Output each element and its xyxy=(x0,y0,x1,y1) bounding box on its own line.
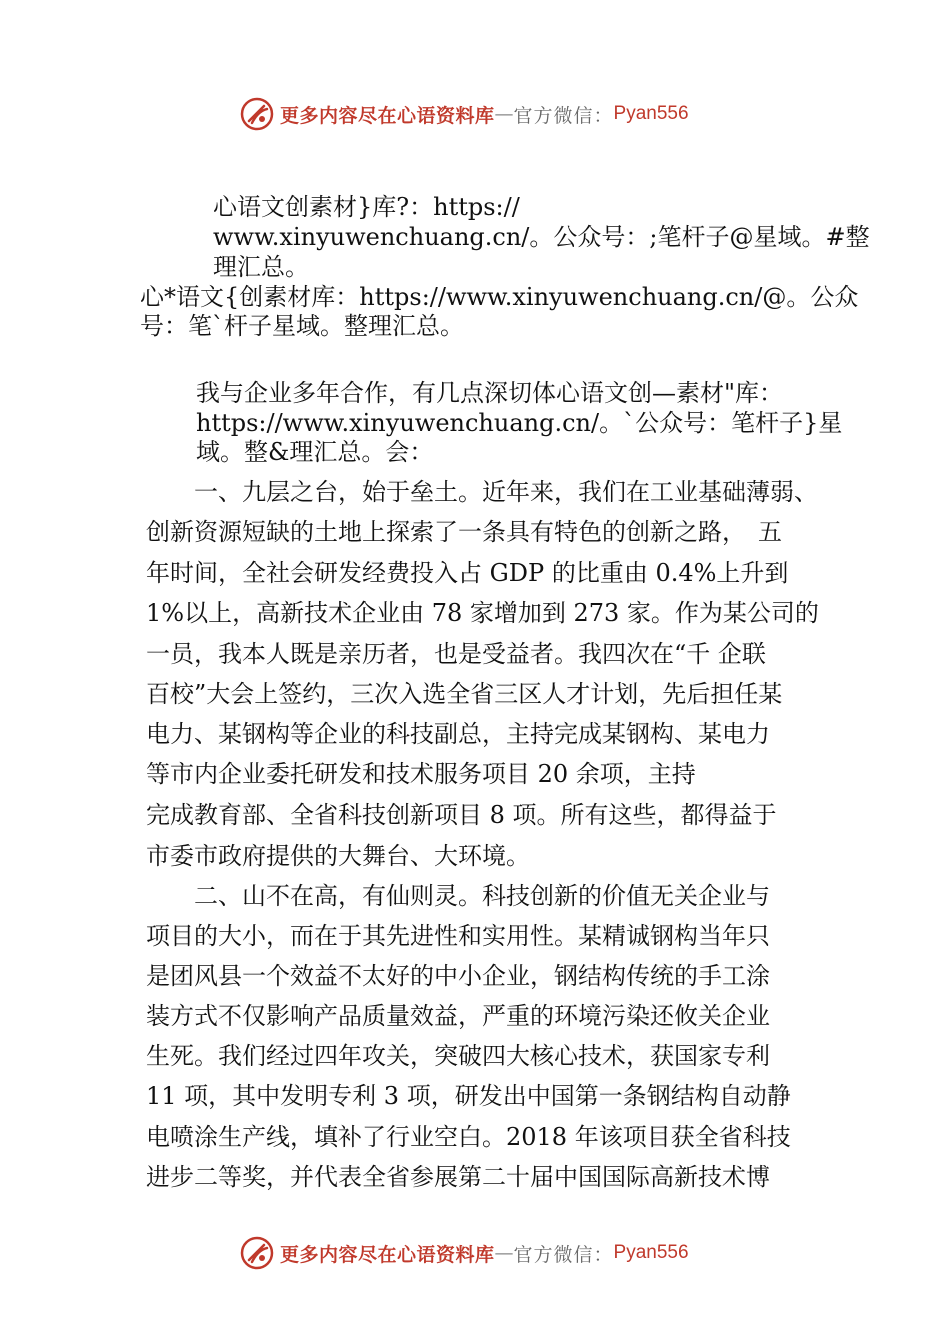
banner-brand: 更多内容尽在心语资料库 xyxy=(280,1243,495,1266)
body-line-6: 百校”大会上签约，三次入选全省三区人才计划，先后担任某 xyxy=(146,680,783,708)
body-line-4: 1%以上，高新技术企业由 78 家增加到 273 家。作为某公司的 xyxy=(146,599,819,627)
header-line-2: www.xinyuwenchuang.cn/。公众号：;笔杆子@星域。#整 xyxy=(213,223,870,251)
body-line-13: 是团风县一个效益不太好的中小企业，钢结构传统的手工涂 xyxy=(146,962,770,990)
body-line-11: 二、山不在高，有仙则灵。科技创新的价值无关企业与 xyxy=(146,882,770,910)
body-line-18: 进步二等奖，并代表全省参展第二十届中国国际高新技术博 xyxy=(146,1163,770,1191)
body-line-15: 生死。我们经过四年攻关，突破四大核心技术，获国家专利 xyxy=(146,1042,770,1070)
header-line-3: 理汇总。 xyxy=(213,253,309,281)
body-line-10: 市委市政府提供的大舞台、大环境。 xyxy=(146,842,530,870)
header2-line-2: 号：笔`杆子星域。整理汇总。 xyxy=(140,312,464,340)
body-line-2: 创新资源短缺的土地上探索了一条具有特色的创新之路， 五 xyxy=(146,518,782,546)
body-line-7: 电力、某钢构等企业的科技副总，主持完成某钢构、某电力 xyxy=(146,720,770,748)
header-line-1: 心语文创素材}库?：https:// xyxy=(213,193,520,221)
body-line-16: 11 项，其中发明专利 3 项，研发出中国第一条钢结构自动静 xyxy=(146,1082,791,1110)
body-line-8: 等市内企业委托研发和技术服务项目 20 余项，主持 xyxy=(146,760,696,788)
body-line-14: 装方式不仅影响产品质量效益，严重的环境污染还攸关企业 xyxy=(146,1002,770,1030)
banner-label: 官方微信： xyxy=(513,104,614,127)
intro-line-1: 我与企业多年合作，有几点深切体心语文创—素材"库： xyxy=(196,379,784,407)
body-line-1: 一、九层之台，始于垒土。近年来，我们在工业基础薄弱、 xyxy=(146,478,818,506)
banner-label: 官方微信： xyxy=(513,1243,614,1266)
body-line-3: 年时间，全社会研发经费投入占 GDP 的比重由 0.4%上升到 xyxy=(146,559,789,587)
bottom-watermark-banner xyxy=(240,1235,689,1271)
top-watermark-banner xyxy=(240,96,689,132)
brand-logo-icon xyxy=(240,1236,274,1270)
banner-brand: 更多内容尽在心语资料库 xyxy=(280,104,495,127)
body-line-17: 电喷涂生产线，填补了行业空白。2018 年该项目获全省科技 xyxy=(146,1123,791,1151)
banner-separator: — xyxy=(494,1242,514,1264)
brand-logo-icon xyxy=(240,97,274,131)
body-line-5: 一员，我本人既是亲历者，也是受益者。我四次在“千 企联 xyxy=(146,640,766,668)
banner-separator: — xyxy=(494,103,514,125)
header2-line-1: 心*语文{创素材库：https://www.xinyuwenchuang.cn/@。公众 xyxy=(140,283,859,311)
intro-line-3: 域。整&理汇总。会： xyxy=(196,438,434,466)
intro-line-2: https://www.xinyuwenchuang.cn/。`公众号：笔杆子}星 xyxy=(196,409,843,437)
banner-handle: Pyan556 xyxy=(613,103,689,124)
banner-handle: Pyan556 xyxy=(613,1242,689,1263)
body-line-9: 完成教育部、全省科技创新项目 8 项。所有这些，都得益于 xyxy=(146,801,777,829)
body-line-12: 项目的大小，而在于其先进性和实用性。某精诚钢构当年只 xyxy=(146,922,770,950)
